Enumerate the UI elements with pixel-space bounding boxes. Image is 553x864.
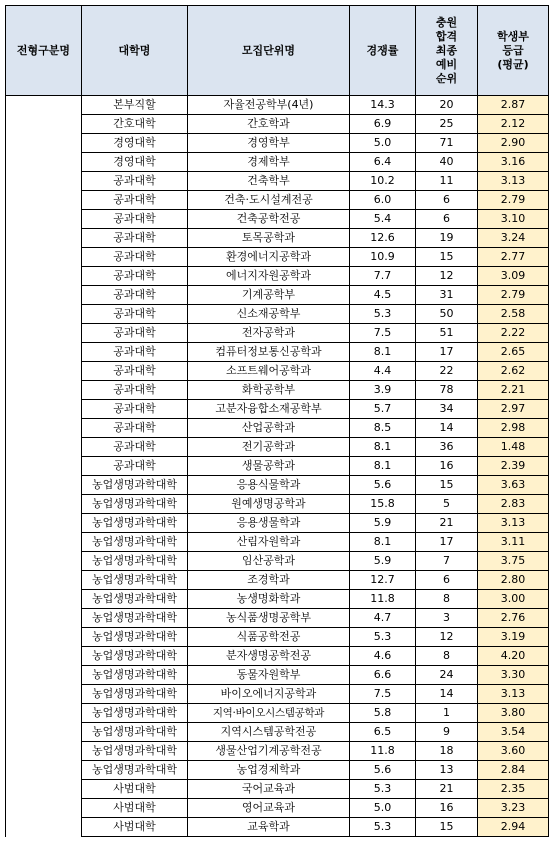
recruit-unit-cell: 농식품생명공학부	[188, 609, 350, 628]
waitlist-rank-cell: 9	[416, 723, 478, 742]
recruit-unit-cell: 국어교육과	[188, 780, 350, 799]
university-cell: 본부직할	[82, 96, 188, 115]
recruit-unit-cell: 식품공학전공	[188, 628, 350, 647]
competition-ratio-cell: 5.0	[350, 134, 416, 153]
school-grade-cell: 2.22	[478, 324, 549, 343]
school-grade-cell: 2.98	[478, 419, 549, 438]
waitlist-rank-cell: 51	[416, 324, 478, 343]
header-recruit-unit: 모집단위명	[188, 6, 350, 96]
waitlist-rank-cell: 22	[416, 362, 478, 381]
university-cell: 공과대학	[82, 286, 188, 305]
table-row	[6, 191, 549, 210]
school-grade-cell: 3.30	[478, 666, 549, 685]
table-row	[6, 495, 549, 514]
recruit-unit-cell: 간호학과	[188, 115, 350, 134]
competition-ratio-cell: 7.5	[350, 685, 416, 704]
table-row	[6, 343, 549, 362]
table-row	[6, 267, 549, 286]
table-row	[6, 210, 549, 229]
recruit-unit-cell: 전기공학과	[188, 438, 350, 457]
school-grade-cell: 3.80	[478, 704, 549, 723]
school-grade-cell: 3.75	[478, 552, 549, 571]
school-grade-cell: 3.19	[478, 628, 549, 647]
table-row	[6, 533, 549, 552]
waitlist-rank-cell: 16	[416, 457, 478, 476]
competition-ratio-cell: 8.1	[350, 343, 416, 362]
table-row	[6, 248, 549, 267]
university-cell: 농업생명과학대학	[82, 742, 188, 761]
university-cell: 공과대학	[82, 267, 188, 286]
school-grade-cell: 3.24	[478, 229, 549, 248]
recruit-unit-cell: 고분자융합소재공학부	[188, 400, 350, 419]
waitlist-rank-cell: 34	[416, 400, 478, 419]
table-row	[6, 476, 549, 495]
table-row	[6, 552, 549, 571]
recruit-unit-cell: 소프트웨어공학과	[188, 362, 350, 381]
table-row	[6, 438, 549, 457]
recruit-unit-cell: 지역·바이오시스템공학과	[188, 704, 350, 723]
school-grade-cell: 3.10	[478, 210, 549, 229]
table-row	[6, 609, 549, 628]
recruit-unit-cell: 자율전공학부(4년)	[188, 96, 350, 115]
table-row	[6, 381, 549, 400]
header-waitlist-rank	[416, 6, 478, 96]
table-row	[6, 153, 549, 172]
school-grade-cell: 2.76	[478, 609, 549, 628]
recruit-unit-cell: 건축학부	[188, 172, 350, 191]
competition-ratio-cell: 3.9	[350, 381, 416, 400]
university-cell: 농업생명과학대학	[82, 533, 188, 552]
table-row	[6, 761, 549, 780]
school-grade-cell: 3.63	[478, 476, 549, 495]
waitlist-rank-cell: 78	[416, 381, 478, 400]
header-school-grade-line: 등급	[502, 43, 524, 57]
waitlist-rank-cell: 12	[416, 267, 478, 286]
competition-ratio-cell: 6.5	[350, 723, 416, 742]
recruit-unit-cell: 임산공학과	[188, 552, 350, 571]
university-cell: 농업생명과학대학	[82, 723, 188, 742]
recruit-unit-cell: 바이오에너지공학과	[188, 685, 350, 704]
waitlist-rank-cell: 24	[416, 666, 478, 685]
table-row	[6, 799, 549, 818]
school-grade-cell: 2.97	[478, 400, 549, 419]
school-grade-cell: 2.79	[478, 286, 549, 305]
table-row	[6, 400, 549, 419]
university-cell: 공과대학	[82, 419, 188, 438]
school-grade-cell: 2.90	[478, 134, 549, 153]
waitlist-rank-cell: 8	[416, 590, 478, 609]
table-row	[6, 647, 549, 666]
recruit-unit-cell: 산업공학과	[188, 419, 350, 438]
school-grade-cell: 2.79	[478, 191, 549, 210]
competition-ratio-cell: 14.3	[350, 96, 416, 115]
competition-ratio-cell: 4.6	[350, 647, 416, 666]
waitlist-rank-cell: 12	[416, 628, 478, 647]
recruit-unit-cell: 토목공학과	[188, 229, 350, 248]
university-cell: 농업생명과학대학	[82, 476, 188, 495]
school-grade-cell: 2.87	[478, 96, 549, 115]
table-row	[6, 115, 549, 134]
school-grade-cell: 2.58	[478, 305, 549, 324]
table-row	[6, 96, 549, 115]
recruit-unit-cell: 교육학과	[188, 818, 350, 837]
university-cell: 사범대학	[82, 799, 188, 818]
competition-ratio-cell: 5.4	[350, 210, 416, 229]
recruit-unit-cell: 기계공학부	[188, 286, 350, 305]
university-cell: 경영대학	[82, 134, 188, 153]
university-cell: 공과대학	[82, 305, 188, 324]
university-cell: 공과대학	[82, 229, 188, 248]
table-row	[6, 457, 549, 476]
waitlist-rank-cell: 17	[416, 533, 478, 552]
recruit-unit-cell: 전자공학과	[188, 324, 350, 343]
school-grade-cell: 2.84	[478, 761, 549, 780]
table-row	[6, 818, 549, 837]
waitlist-rank-cell: 3	[416, 609, 478, 628]
school-grade-cell: 2.65	[478, 343, 549, 362]
competition-ratio-cell: 8.1	[350, 438, 416, 457]
waitlist-rank-cell: 19	[416, 229, 478, 248]
waitlist-rank-cell: 16	[416, 799, 478, 818]
recruit-unit-cell: 신소재공학부	[188, 305, 350, 324]
university-cell: 공과대학	[82, 381, 188, 400]
school-grade-cell: 3.13	[478, 172, 549, 191]
header-school-grade-line: (평균)	[497, 57, 529, 71]
university-cell: 경영대학	[82, 153, 188, 172]
recruit-unit-cell: 화학공학부	[188, 381, 350, 400]
waitlist-rank-cell: 5	[416, 495, 478, 514]
university-cell: 농업생명과학대학	[82, 552, 188, 571]
waitlist-rank-cell: 15	[416, 818, 478, 837]
table-row	[6, 628, 549, 647]
competition-ratio-cell: 4.4	[350, 362, 416, 381]
competition-ratio-cell: 11.8	[350, 590, 416, 609]
competition-ratio-cell: 5.0	[350, 799, 416, 818]
table-row	[6, 419, 549, 438]
university-cell: 농업생명과학대학	[82, 495, 188, 514]
table-row	[6, 362, 549, 381]
table-row	[6, 324, 549, 343]
school-grade-cell: 3.13	[478, 685, 549, 704]
recruit-unit-cell: 경제학부	[188, 153, 350, 172]
competition-ratio-cell: 8.5	[350, 419, 416, 438]
school-grade-cell: 2.12	[478, 115, 549, 134]
university-cell: 농업생명과학대학	[82, 685, 188, 704]
competition-ratio-cell: 5.3	[350, 305, 416, 324]
waitlist-rank-cell: 6	[416, 191, 478, 210]
recruit-unit-cell: 건축·도시설계전공	[188, 191, 350, 210]
header-university: 대학명	[82, 6, 188, 96]
school-grade-cell: 2.39	[478, 457, 549, 476]
waitlist-rank-cell: 7	[416, 552, 478, 571]
university-cell: 공과대학	[82, 248, 188, 267]
recruit-unit-cell: 경영학부	[188, 134, 350, 153]
school-grade-cell: 2.21	[478, 381, 549, 400]
university-cell: 농업생명과학대학	[82, 704, 188, 723]
competition-ratio-cell: 10.9	[350, 248, 416, 267]
competition-ratio-cell: 5.8	[350, 704, 416, 723]
competition-ratio-cell: 5.9	[350, 514, 416, 533]
table-row	[6, 685, 549, 704]
school-grade-cell: 3.60	[478, 742, 549, 761]
waitlist-rank-cell: 71	[416, 134, 478, 153]
waitlist-rank-cell: 21	[416, 780, 478, 799]
school-grade-cell: 2.94	[478, 818, 549, 837]
university-cell: 공과대학	[82, 324, 188, 343]
header-school-grade-line: 학생부	[497, 29, 529, 43]
table-row	[6, 229, 549, 248]
recruit-unit-cell: 생물산업기계공학전공	[188, 742, 350, 761]
table-row	[6, 704, 549, 723]
school-grade-cell: 4.20	[478, 647, 549, 666]
waitlist-rank-cell: 36	[416, 438, 478, 457]
recruit-unit-cell: 영어교육과	[188, 799, 350, 818]
table-row	[6, 172, 549, 191]
school-grade-cell: 3.00	[478, 590, 549, 609]
university-cell: 공과대학	[82, 438, 188, 457]
competition-ratio-cell: 6.4	[350, 153, 416, 172]
table-row	[6, 305, 549, 324]
competition-ratio-cell: 15.8	[350, 495, 416, 514]
recruit-unit-cell: 에너지자원공학과	[188, 267, 350, 286]
recruit-unit-cell: 응용식물학과	[188, 476, 350, 495]
waitlist-rank-cell: 8	[416, 647, 478, 666]
university-cell: 농업생명과학대학	[82, 761, 188, 780]
waitlist-rank-cell: 6	[416, 571, 478, 590]
competition-ratio-cell: 7.5	[350, 324, 416, 343]
competition-ratio-cell: 5.3	[350, 780, 416, 799]
header-school-grade	[478, 6, 549, 96]
waitlist-rank-cell: 17	[416, 343, 478, 362]
recruit-unit-cell: 농업경제학과	[188, 761, 350, 780]
university-cell: 농업생명과학대학	[82, 514, 188, 533]
competition-ratio-cell: 10.2	[350, 172, 416, 191]
university-cell: 사범대학	[82, 780, 188, 799]
header-waitlist-rank-line: 충원	[435, 15, 458, 29]
recruit-unit-cell: 조경학과	[188, 571, 350, 590]
university-cell: 공과대학	[82, 457, 188, 476]
university-cell: 농업생명과학대학	[82, 647, 188, 666]
table-row	[6, 666, 549, 685]
waitlist-rank-cell: 20	[416, 96, 478, 115]
waitlist-rank-cell: 1	[416, 704, 478, 723]
header-waitlist-rank-line: 최종	[435, 43, 458, 57]
table-row	[6, 590, 549, 609]
waitlist-rank-cell: 13	[416, 761, 478, 780]
school-grade-cell: 3.54	[478, 723, 549, 742]
school-grade-cell: 1.48	[478, 438, 549, 457]
university-cell: 농업생명과학대학	[82, 628, 188, 647]
waitlist-rank-cell: 11	[416, 172, 478, 191]
school-grade-cell: 2.77	[478, 248, 549, 267]
university-cell: 사범대학	[82, 818, 188, 837]
table-row	[6, 514, 549, 533]
recruit-unit-cell: 산림자원학과	[188, 533, 350, 552]
competition-ratio-cell: 4.5	[350, 286, 416, 305]
school-grade-cell: 3.09	[478, 267, 549, 286]
track-cell	[6, 96, 82, 837]
school-grade-cell: 2.83	[478, 495, 549, 514]
waitlist-rank-cell: 40	[416, 153, 478, 172]
recruit-unit-cell: 환경에너지공학과	[188, 248, 350, 267]
waitlist-rank-cell: 15	[416, 248, 478, 267]
table-row	[6, 286, 549, 305]
competition-ratio-cell: 8.1	[350, 533, 416, 552]
table-row	[6, 723, 549, 742]
school-grade-cell: 2.62	[478, 362, 549, 381]
recruit-unit-cell: 생물공학과	[188, 457, 350, 476]
waitlist-rank-cell: 21	[416, 514, 478, 533]
table-body	[6, 96, 549, 837]
university-cell: 공과대학	[82, 210, 188, 229]
school-grade-cell: 3.23	[478, 799, 549, 818]
waitlist-rank-cell: 31	[416, 286, 478, 305]
competition-ratio-cell: 5.6	[350, 476, 416, 495]
recruit-unit-cell: 컴퓨터정보통신공학과	[188, 343, 350, 362]
waitlist-rank-cell: 15	[416, 476, 478, 495]
table-row	[6, 134, 549, 153]
recruit-unit-cell: 분자생명공학전공	[188, 647, 350, 666]
university-cell: 공과대학	[82, 400, 188, 419]
university-cell: 공과대학	[82, 191, 188, 210]
competition-ratio-cell: 6.0	[350, 191, 416, 210]
header-track: 전형구분명	[6, 6, 82, 96]
waitlist-rank-cell: 6	[416, 210, 478, 229]
competition-ratio-cell: 5.9	[350, 552, 416, 571]
university-cell: 농업생명과학대학	[82, 590, 188, 609]
school-grade-cell: 2.35	[478, 780, 549, 799]
university-cell: 농업생명과학대학	[82, 666, 188, 685]
competition-ratio-cell: 12.6	[350, 229, 416, 248]
recruit-unit-cell: 건축공학전공	[188, 210, 350, 229]
competition-ratio-cell: 5.7	[350, 400, 416, 419]
school-grade-cell: 3.16	[478, 153, 549, 172]
waitlist-rank-cell: 14	[416, 685, 478, 704]
university-cell: 공과대학	[82, 172, 188, 191]
university-cell: 간호대학	[82, 115, 188, 134]
competition-ratio-cell: 6.9	[350, 115, 416, 134]
competition-ratio-cell: 11.8	[350, 742, 416, 761]
competition-ratio-cell: 7.7	[350, 267, 416, 286]
admission-results-table	[5, 5, 549, 837]
university-cell: 농업생명과학대학	[82, 571, 188, 590]
competition-ratio-cell: 5.6	[350, 761, 416, 780]
competition-ratio-cell: 5.3	[350, 628, 416, 647]
waitlist-rank-cell: 14	[416, 419, 478, 438]
competition-ratio-cell: 5.3	[350, 818, 416, 837]
table-row	[6, 780, 549, 799]
recruit-unit-cell: 농생명화학과	[188, 590, 350, 609]
header-waitlist-rank-line: 순위	[435, 71, 458, 85]
university-cell: 공과대학	[82, 362, 188, 381]
header-waitlist-rank-line: 합격	[435, 29, 458, 43]
waitlist-rank-cell: 18	[416, 742, 478, 761]
university-cell: 공과대학	[82, 343, 188, 362]
competition-ratio-cell: 12.7	[350, 571, 416, 590]
school-grade-cell: 3.11	[478, 533, 549, 552]
header-row	[6, 6, 549, 96]
table-row	[6, 571, 549, 590]
competition-ratio-cell: 6.6	[350, 666, 416, 685]
header-waitlist-rank-line: 예비	[435, 57, 458, 71]
recruit-unit-cell: 동물자원학부	[188, 666, 350, 685]
university-cell: 농업생명과학대학	[82, 609, 188, 628]
header-competition-ratio: 경쟁률	[350, 6, 416, 96]
competition-ratio-cell: 8.1	[350, 457, 416, 476]
recruit-unit-cell: 지역시스템공학전공	[188, 723, 350, 742]
table-row	[6, 742, 549, 761]
waitlist-rank-cell: 50	[416, 305, 478, 324]
school-grade-cell: 3.13	[478, 514, 549, 533]
competition-ratio-cell: 4.7	[350, 609, 416, 628]
recruit-unit-cell: 원예생명공학과	[188, 495, 350, 514]
school-grade-cell: 2.80	[478, 571, 549, 590]
waitlist-rank-cell: 25	[416, 115, 478, 134]
recruit-unit-cell: 응용생물학과	[188, 514, 350, 533]
